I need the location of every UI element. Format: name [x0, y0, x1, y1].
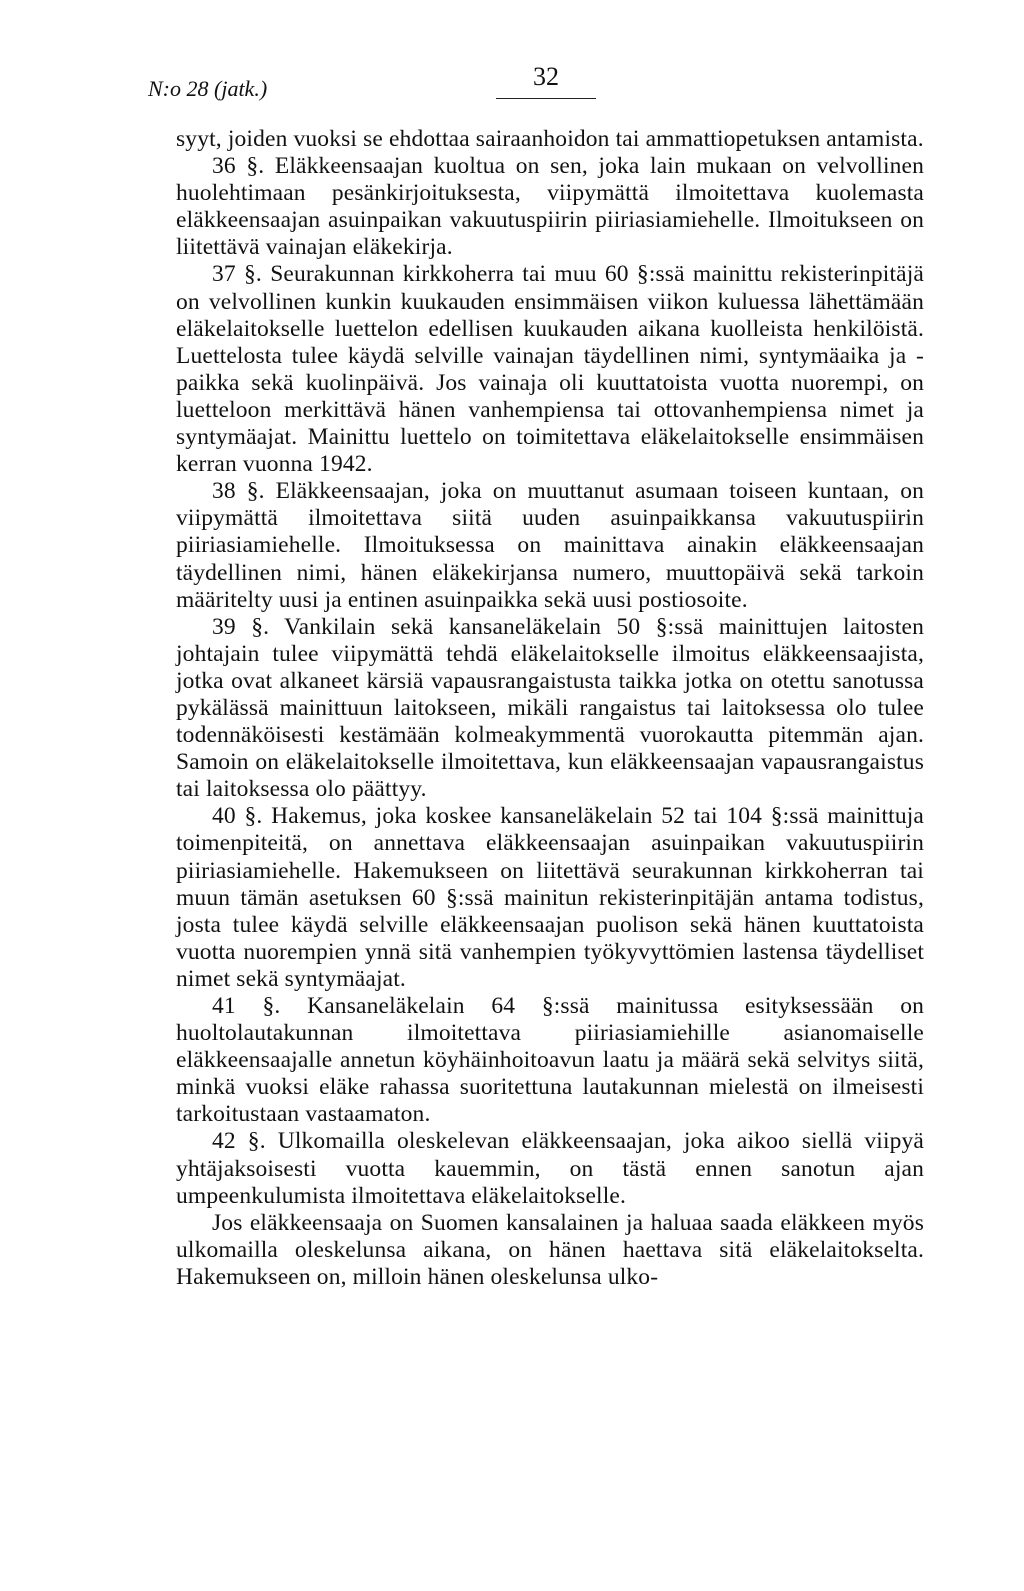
paragraph-text: Hakemus, joka koskee kansaneläkelain 52 tai 104 §:ssä mainittuja toimenpiteitä, on annettava eläkkeensaajan asuinpaikan vakuutuspiirin piiriasiamiehelle. Hakemukseen on liitettävä seurakunnan kirkkoherran tai muun tämän asetuksen 60 §:ssä mainitun rekisterinpitäjän antama todistus, josta tulee käydä selville eläkkeensaajan puolison sekä hänen kuuttatoista vuotta nuorempien ynnä sitä vanhempien työkyvyttömien lastensa täydelliset nimet sekä syntymäajat. — [176, 803, 924, 992]
section-number: 40 §. — [212, 803, 263, 830]
paragraph-text: Seurakunnan kirkkoherra tai muu 60 §:ssä mainittu rekisterinpitäjä on velvollinen kunkin kuukauden ensimmäisen viikon kuluessa lähettämään eläkelaitokselle luettelon edellisen kuukauden aikana kuolleista henkilöistä. Luettelosta tulee käydä selville vainajan täydellinen nimi, syntymäaika ja -paikka sekä kuolinpäivä. Jos vainaja oli kuuttatoista vuotta nuorempi, on luetteloon merkittävä hänen vanhempiensa tai ottovanhempiensa nimet ja syntymäajat. Mainittu luettelo on toimitettava eläkelaitokselle ensimmäisen kerran vuonna 1942. — [176, 261, 925, 478]
paragraph-text: Vankilain sekä kansaneläkelain 50 §:ssä mainittujen laitosten johtajain tulee viipymättä tehdä eläkelaitokselle ilmoitus eläkkeensaajista, jotka ovat alkaneet kärsiä vapausrangaistusta taikka jotka on otettu sanotussa pykälässä mainittuun laitokseen, mikäli rangaistus tai laitoksessa olo tulee todennäköisesti kestämään kolmeakymmentä vuorokautta pitemmän ajan. Samoin on eläkelaitokselle ilmoitettava, kun eläkkeensaajan vapausrangaistus tai laitoksessa olo päättyy. — [176, 613, 924, 803]
section-number: 42 §. — [212, 1128, 266, 1155]
section-number: 38 §. — [212, 478, 265, 505]
section-39 — [176, 614, 924, 804]
page-number: 32 — [533, 62, 559, 91]
section-41 — [176, 993, 924, 1128]
paragraph-text: Kansaneläkelain 64 §:ssä mainitussa esityksessään on huoltolautakunnan ilmoitettava piiriasiamiehille asianomaiselle eläkkeensaajalle annetun köyhäinhoitoavun laatu ja määrä sekä selvitys siitä, minkä vuoksi eläke rahassa suoritettuna lautakunnan mielestä on ilmeisesti tarkoitustaan vastaamaton. — [176, 993, 925, 1128]
paragraph-text: Eläkkeensaajan, joka on muuttanut asumaan toiseen kuntaan, on viipymättä ilmoitettava siitä uuden asuinpaikkansa vakuutuspiirin piiriasiamiehelle. Ilmoituksessa on mainittava ainakin eläkkeensaajan täydellinen nimi, hänen eläkekirjansa numero, muuttopäivä sekä tarkoin määritelty uusi ja entinen asuinpaikka sekä uusi postiosoite. — [176, 478, 925, 613]
body-text — [176, 126, 924, 1291]
section-number: 39 §. — [212, 613, 270, 640]
section-number: 36 §. — [212, 153, 265, 180]
section-40 — [176, 803, 924, 993]
paragraph-text: Ulkomailla oleskelevan eläkkeensaajan, joka aikoo siellä viipyä yhtäjaksoisesti vuotta kauemmin, on tästä ennen sanotun ajan umpeenkulumista ilmoitettava eläkelaitokselle. — [176, 1128, 925, 1209]
running-header: N:o 28 (jatk.) — [148, 76, 268, 101]
paragraph-text: Eläkkeensaajan kuoltua on sen, joka lain mukaan on velvollinen huolehtimaan pesänkirjoituksesta, viipymättä ilmoitettava kuolemasta eläkkeensaajan asuinpaikan vakuutuspiirin piiriasiamiehelle. Ilmoitukseen on liitettävä vainajan eläkekirja. — [176, 153, 925, 261]
section-number: 41 §. — [212, 993, 281, 1019]
section-42 — [176, 1128, 924, 1209]
paragraph-continuation — [176, 126, 924, 153]
section-36 — [176, 153, 924, 261]
section-42-continuation — [176, 1210, 924, 1291]
paragraph-text: syyt, joiden vuoksi se ehdottaa sairaanhoidon tai ammattiopetuksen antamista. — [176, 126, 924, 152]
section-37 — [176, 261, 924, 478]
section-number: 37 §. — [212, 261, 262, 288]
section-38 — [176, 478, 924, 613]
page-header — [0, 62, 1024, 102]
page-number-rule — [496, 98, 596, 99]
paragraph-text: Jos eläkkeensaaja on Suomen kansalainen ja haluaa saada eläkkeen myös ulkomailla oleskelunsa aikana, on hänen haettava sitä eläkelaitokselta. Hakemukseen on, milloin hänen oleskelunsa ulko- — [176, 1209, 924, 1290]
